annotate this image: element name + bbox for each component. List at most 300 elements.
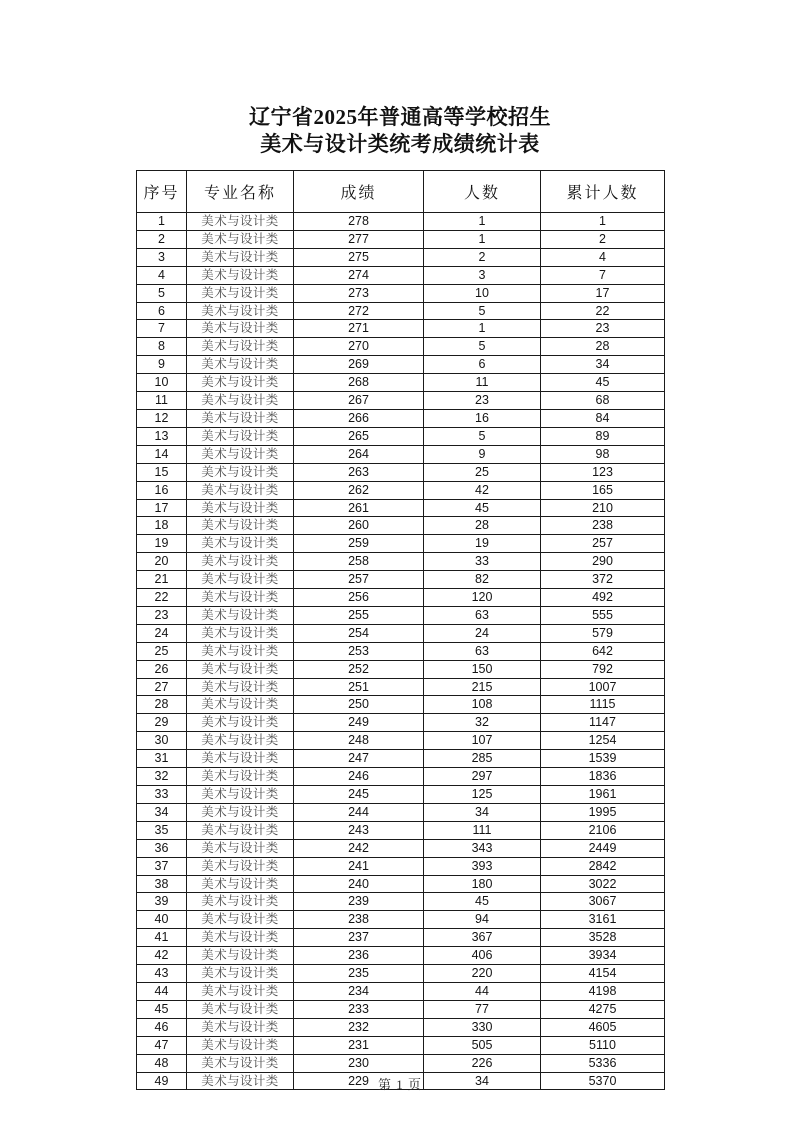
table-row — [137, 786, 665, 804]
cell-idx: 25 — [137, 642, 187, 660]
cell-major: 美术与设计类 — [187, 1072, 294, 1090]
cell-cum: 210 — [541, 499, 665, 517]
cell-score: 256 — [294, 589, 424, 607]
table-row — [137, 213, 665, 231]
cell-count: 10 — [424, 284, 541, 302]
cell-score: 246 — [294, 768, 424, 786]
cell-major: 美术与设计类 — [187, 571, 294, 589]
cell-count: 42 — [424, 481, 541, 499]
cell-idx: 49 — [137, 1072, 187, 1090]
cell-idx: 12 — [137, 409, 187, 427]
cell-score: 241 — [294, 857, 424, 875]
cell-count: 107 — [424, 732, 541, 750]
cell-major: 美术与设计类 — [187, 642, 294, 660]
cell-score: 258 — [294, 553, 424, 571]
cell-idx: 44 — [137, 982, 187, 1000]
cell-count: 25 — [424, 463, 541, 481]
cell-score: 275 — [294, 248, 424, 266]
cell-cum: 555 — [541, 606, 665, 624]
cell-major: 美术与设计类 — [187, 893, 294, 911]
table-header-row — [137, 171, 665, 213]
table-row — [137, 965, 665, 983]
cell-cum: 123 — [541, 463, 665, 481]
table-row — [137, 517, 665, 535]
cell-cum: 4605 — [541, 1018, 665, 1036]
table-row — [137, 1036, 665, 1054]
cell-idx: 4 — [137, 266, 187, 284]
table-row — [137, 678, 665, 696]
cell-score: 243 — [294, 821, 424, 839]
cell-major: 美术与设计类 — [187, 1054, 294, 1072]
table-row — [137, 750, 665, 768]
cell-count: 33 — [424, 553, 541, 571]
cell-idx: 31 — [137, 750, 187, 768]
cell-score: 247 — [294, 750, 424, 768]
cell-cum: 1961 — [541, 786, 665, 804]
column-header-cumulative: 累计人数 — [541, 171, 665, 213]
table-row — [137, 1000, 665, 1018]
cell-count: 45 — [424, 499, 541, 517]
cell-score: 272 — [294, 302, 424, 320]
cell-idx: 45 — [137, 1000, 187, 1018]
cell-idx: 34 — [137, 803, 187, 821]
page-footer: 第 1 页 — [377, 1077, 422, 1092]
cell-count: 32 — [424, 714, 541, 732]
cell-score: 270 — [294, 338, 424, 356]
cell-count: 23 — [424, 392, 541, 410]
cell-idx: 3 — [137, 248, 187, 266]
table-row — [137, 929, 665, 947]
cell-cum: 4 — [541, 248, 665, 266]
cell-cum: 642 — [541, 642, 665, 660]
table-row — [137, 893, 665, 911]
cell-score: 244 — [294, 803, 424, 821]
cell-cum: 89 — [541, 427, 665, 445]
table-row — [137, 839, 665, 857]
cell-count: 180 — [424, 875, 541, 893]
cell-idx: 19 — [137, 535, 187, 553]
cell-major: 美术与设计类 — [187, 230, 294, 248]
cell-count: 505 — [424, 1036, 541, 1054]
cell-idx: 10 — [137, 374, 187, 392]
cell-major: 美术与设计类 — [187, 678, 294, 696]
cell-score: 262 — [294, 481, 424, 499]
cell-idx: 28 — [137, 696, 187, 714]
cell-major: 美术与设计类 — [187, 857, 294, 875]
cell-count: 11 — [424, 374, 541, 392]
cell-cum: 1115 — [541, 696, 665, 714]
cell-cum: 3528 — [541, 929, 665, 947]
table-row — [137, 463, 665, 481]
cell-idx: 35 — [137, 821, 187, 839]
cell-count: 34 — [424, 1072, 541, 1090]
cell-count: 111 — [424, 821, 541, 839]
table-row — [137, 571, 665, 589]
cell-idx: 20 — [137, 553, 187, 571]
cell-major: 美术与设计类 — [187, 965, 294, 983]
cell-major: 美术与设计类 — [187, 463, 294, 481]
cell-major: 美术与设计类 — [187, 768, 294, 786]
grade-statistics-table — [136, 170, 665, 1090]
cell-cum: 5336 — [541, 1054, 665, 1072]
cell-major: 美术与设计类 — [187, 248, 294, 266]
cell-major: 美术与设计类 — [187, 750, 294, 768]
cell-major: 美术与设计类 — [187, 929, 294, 947]
table-row — [137, 732, 665, 750]
cell-score: 263 — [294, 463, 424, 481]
cell-count: 343 — [424, 839, 541, 857]
cell-score: 268 — [294, 374, 424, 392]
cell-score: 255 — [294, 606, 424, 624]
table-row — [137, 409, 665, 427]
cell-idx: 24 — [137, 624, 187, 642]
cell-major: 美术与设计类 — [187, 409, 294, 427]
cell-idx: 33 — [137, 786, 187, 804]
cell-major: 美术与设计类 — [187, 875, 294, 893]
table-row — [137, 266, 665, 284]
table-row — [137, 911, 665, 929]
cell-cum: 3022 — [541, 875, 665, 893]
cell-major: 美术与设计类 — [187, 839, 294, 857]
cell-major: 美术与设计类 — [187, 1000, 294, 1018]
table-row — [137, 230, 665, 248]
cell-major: 美术与设计类 — [187, 374, 294, 392]
cell-score: 274 — [294, 266, 424, 284]
cell-cum: 2842 — [541, 857, 665, 875]
cell-count: 94 — [424, 911, 541, 929]
cell-count: 2 — [424, 248, 541, 266]
table-row — [137, 875, 665, 893]
cell-count: 63 — [424, 606, 541, 624]
table-row — [137, 553, 665, 571]
cell-count: 44 — [424, 982, 541, 1000]
table-row — [137, 606, 665, 624]
cell-major: 美术与设计类 — [187, 660, 294, 678]
table-row — [137, 857, 665, 875]
table-row — [137, 392, 665, 410]
cell-score: 251 — [294, 678, 424, 696]
cell-cum: 23 — [541, 320, 665, 338]
cell-major: 美术与设计类 — [187, 284, 294, 302]
cell-major: 美术与设计类 — [187, 732, 294, 750]
grade-table-container — [136, 170, 664, 1090]
cell-score: 242 — [294, 839, 424, 857]
table-row — [137, 499, 665, 517]
cell-count: 34 — [424, 803, 541, 821]
title-line-2: 美术与设计类统考成绩统计表 — [260, 132, 540, 156]
cell-cum: 45 — [541, 374, 665, 392]
cell-cum: 3067 — [541, 893, 665, 911]
cell-cum: 165 — [541, 481, 665, 499]
cell-count: 215 — [424, 678, 541, 696]
cell-score: 240 — [294, 875, 424, 893]
cell-idx: 47 — [137, 1036, 187, 1054]
cell-count: 24 — [424, 624, 541, 642]
cell-score: 245 — [294, 786, 424, 804]
cell-idx: 40 — [137, 911, 187, 929]
cell-major: 美术与设计类 — [187, 517, 294, 535]
cell-idx: 7 — [137, 320, 187, 338]
cell-count: 1 — [424, 320, 541, 338]
table-row — [137, 320, 665, 338]
cell-idx: 37 — [137, 857, 187, 875]
cell-major: 美术与设计类 — [187, 1018, 294, 1036]
cell-major: 美术与设计类 — [187, 947, 294, 965]
cell-score: 239 — [294, 893, 424, 911]
cell-cum: 2 — [541, 230, 665, 248]
cell-score: 260 — [294, 517, 424, 535]
cell-major: 美术与设计类 — [187, 481, 294, 499]
table-row — [137, 821, 665, 839]
cell-cum: 5110 — [541, 1036, 665, 1054]
cell-score: 238 — [294, 911, 424, 929]
table-row — [137, 284, 665, 302]
cell-count: 367 — [424, 929, 541, 947]
cell-major: 美术与设计类 — [187, 392, 294, 410]
cell-major: 美术与设计类 — [187, 911, 294, 929]
table-row — [137, 803, 665, 821]
cell-score: 248 — [294, 732, 424, 750]
table-row — [137, 642, 665, 660]
cell-major: 美术与设计类 — [187, 499, 294, 517]
cell-idx: 43 — [137, 965, 187, 983]
table-row — [137, 982, 665, 1000]
cell-count: 393 — [424, 857, 541, 875]
cell-score: 278 — [294, 213, 424, 231]
cell-score: 234 — [294, 982, 424, 1000]
cell-cum: 792 — [541, 660, 665, 678]
table-row — [137, 714, 665, 732]
table-row — [137, 947, 665, 965]
cell-idx: 17 — [137, 499, 187, 517]
cell-idx: 8 — [137, 338, 187, 356]
cell-idx: 11 — [137, 392, 187, 410]
table-row — [137, 535, 665, 553]
cell-cum: 579 — [541, 624, 665, 642]
table-row — [137, 1018, 665, 1036]
cell-cum: 3161 — [541, 911, 665, 929]
cell-score: 253 — [294, 642, 424, 660]
table-row — [137, 338, 665, 356]
cell-major: 美术与设计类 — [187, 535, 294, 553]
cell-cum: 257 — [541, 535, 665, 553]
table-header — [137, 171, 665, 213]
cell-idx: 23 — [137, 606, 187, 624]
cell-cum: 17 — [541, 284, 665, 302]
cell-score: 237 — [294, 929, 424, 947]
cell-count: 5 — [424, 302, 541, 320]
cell-idx: 32 — [137, 768, 187, 786]
cell-cum: 22 — [541, 302, 665, 320]
cell-major: 美术与设计类 — [187, 1036, 294, 1054]
cell-count: 1 — [424, 213, 541, 231]
cell-major: 美术与设计类 — [187, 589, 294, 607]
cell-score: 230 — [294, 1054, 424, 1072]
cell-idx: 16 — [137, 481, 187, 499]
cell-major: 美术与设计类 — [187, 786, 294, 804]
cell-score: 257 — [294, 571, 424, 589]
cell-idx: 30 — [137, 732, 187, 750]
title-line-1: 辽宁省2025年普通高等学校招生 — [249, 105, 551, 129]
cell-count: 1 — [424, 230, 541, 248]
cell-cum: 1995 — [541, 803, 665, 821]
cell-cum: 1007 — [541, 678, 665, 696]
cell-idx: 41 — [137, 929, 187, 947]
cell-count: 19 — [424, 535, 541, 553]
cell-score: 265 — [294, 427, 424, 445]
cell-count: 63 — [424, 642, 541, 660]
cell-score: 232 — [294, 1018, 424, 1036]
cell-score: 236 — [294, 947, 424, 965]
cell-cum: 2449 — [541, 839, 665, 857]
cell-cum: 28 — [541, 338, 665, 356]
cell-count: 125 — [424, 786, 541, 804]
cell-cum: 1836 — [541, 768, 665, 786]
table-row — [137, 589, 665, 607]
cell-count: 9 — [424, 445, 541, 463]
cell-score: 250 — [294, 696, 424, 714]
cell-count: 220 — [424, 965, 541, 983]
column-header-index: 序号 — [137, 171, 187, 213]
cell-cum: 3934 — [541, 947, 665, 965]
table-row — [137, 356, 665, 374]
cell-score: 249 — [294, 714, 424, 732]
cell-cum: 68 — [541, 392, 665, 410]
cell-count: 82 — [424, 571, 541, 589]
cell-score: 269 — [294, 356, 424, 374]
cell-idx: 15 — [137, 463, 187, 481]
cell-major: 美术与设计类 — [187, 606, 294, 624]
cell-major: 美术与设计类 — [187, 320, 294, 338]
cell-major: 美术与设计类 — [187, 803, 294, 821]
cell-cum: 1254 — [541, 732, 665, 750]
cell-cum: 1147 — [541, 714, 665, 732]
cell-major: 美术与设计类 — [187, 213, 294, 231]
cell-major: 美术与设计类 — [187, 982, 294, 1000]
cell-major: 美术与设计类 — [187, 714, 294, 732]
cell-idx: 21 — [137, 571, 187, 589]
cell-cum: 492 — [541, 589, 665, 607]
cell-idx: 6 — [137, 302, 187, 320]
cell-score: 261 — [294, 499, 424, 517]
cell-idx: 36 — [137, 839, 187, 857]
cell-count: 45 — [424, 893, 541, 911]
cell-major: 美术与设计类 — [187, 624, 294, 642]
table-row — [137, 624, 665, 642]
cell-cum: 1 — [541, 213, 665, 231]
cell-count: 16 — [424, 409, 541, 427]
table-row — [137, 427, 665, 445]
cell-idx: 29 — [137, 714, 187, 732]
cell-score: 259 — [294, 535, 424, 553]
cell-cum: 290 — [541, 553, 665, 571]
cell-cum: 84 — [541, 409, 665, 427]
cell-idx: 38 — [137, 875, 187, 893]
table-row — [137, 1054, 665, 1072]
cell-cum: 5370 — [541, 1072, 665, 1090]
cell-idx: 5 — [137, 284, 187, 302]
cell-score: 231 — [294, 1036, 424, 1054]
cell-score: 235 — [294, 965, 424, 983]
cell-idx: 1 — [137, 213, 187, 231]
cell-cum: 98 — [541, 445, 665, 463]
cell-count: 28 — [424, 517, 541, 535]
cell-idx: 14 — [137, 445, 187, 463]
cell-cum: 4198 — [541, 982, 665, 1000]
cell-score: 229 — [294, 1072, 424, 1090]
cell-major: 美术与设计类 — [187, 553, 294, 571]
cell-idx: 27 — [137, 678, 187, 696]
cell-major: 美术与设计类 — [187, 696, 294, 714]
cell-major: 美术与设计类 — [187, 821, 294, 839]
cell-cum: 34 — [541, 356, 665, 374]
cell-major: 美术与设计类 — [187, 302, 294, 320]
cell-score: 267 — [294, 392, 424, 410]
cell-score: 254 — [294, 624, 424, 642]
cell-count: 5 — [424, 427, 541, 445]
cell-idx: 39 — [137, 893, 187, 911]
cell-major: 美术与设计类 — [187, 445, 294, 463]
cell-score: 266 — [294, 409, 424, 427]
cell-cum: 7 — [541, 266, 665, 284]
cell-cum: 4275 — [541, 1000, 665, 1018]
cell-cum: 372 — [541, 571, 665, 589]
page-title — [0, 104, 800, 158]
cell-count: 406 — [424, 947, 541, 965]
cell-major: 美术与设计类 — [187, 356, 294, 374]
cell-score: 271 — [294, 320, 424, 338]
cell-score: 233 — [294, 1000, 424, 1018]
cell-count: 226 — [424, 1054, 541, 1072]
cell-idx: 22 — [137, 589, 187, 607]
cell-idx: 2 — [137, 230, 187, 248]
cell-idx: 46 — [137, 1018, 187, 1036]
cell-idx: 9 — [137, 356, 187, 374]
column-header-count: 人数 — [424, 171, 541, 213]
cell-score: 252 — [294, 660, 424, 678]
cell-count: 6 — [424, 356, 541, 374]
table-row — [137, 660, 665, 678]
cell-idx: 26 — [137, 660, 187, 678]
cell-major: 美术与设计类 — [187, 266, 294, 284]
column-header-score: 成绩 — [294, 171, 424, 213]
cell-count: 120 — [424, 589, 541, 607]
cell-count: 3 — [424, 266, 541, 284]
cell-idx: 42 — [137, 947, 187, 965]
cell-score: 277 — [294, 230, 424, 248]
cell-idx: 13 — [137, 427, 187, 445]
cell-count: 5 — [424, 338, 541, 356]
cell-idx: 48 — [137, 1054, 187, 1072]
table-row — [137, 768, 665, 786]
cell-score: 264 — [294, 445, 424, 463]
cell-idx: 18 — [137, 517, 187, 535]
cell-major: 美术与设计类 — [187, 427, 294, 445]
table-row — [137, 374, 665, 392]
cell-count: 108 — [424, 696, 541, 714]
table-row — [137, 445, 665, 463]
cell-major: 美术与设计类 — [187, 338, 294, 356]
cell-score: 273 — [294, 284, 424, 302]
table-row — [137, 696, 665, 714]
cell-count: 285 — [424, 750, 541, 768]
cell-count: 330 — [424, 1018, 541, 1036]
cell-cum: 2106 — [541, 821, 665, 839]
table-row — [137, 481, 665, 499]
cell-count: 77 — [424, 1000, 541, 1018]
cell-count: 150 — [424, 660, 541, 678]
table-row — [137, 248, 665, 266]
